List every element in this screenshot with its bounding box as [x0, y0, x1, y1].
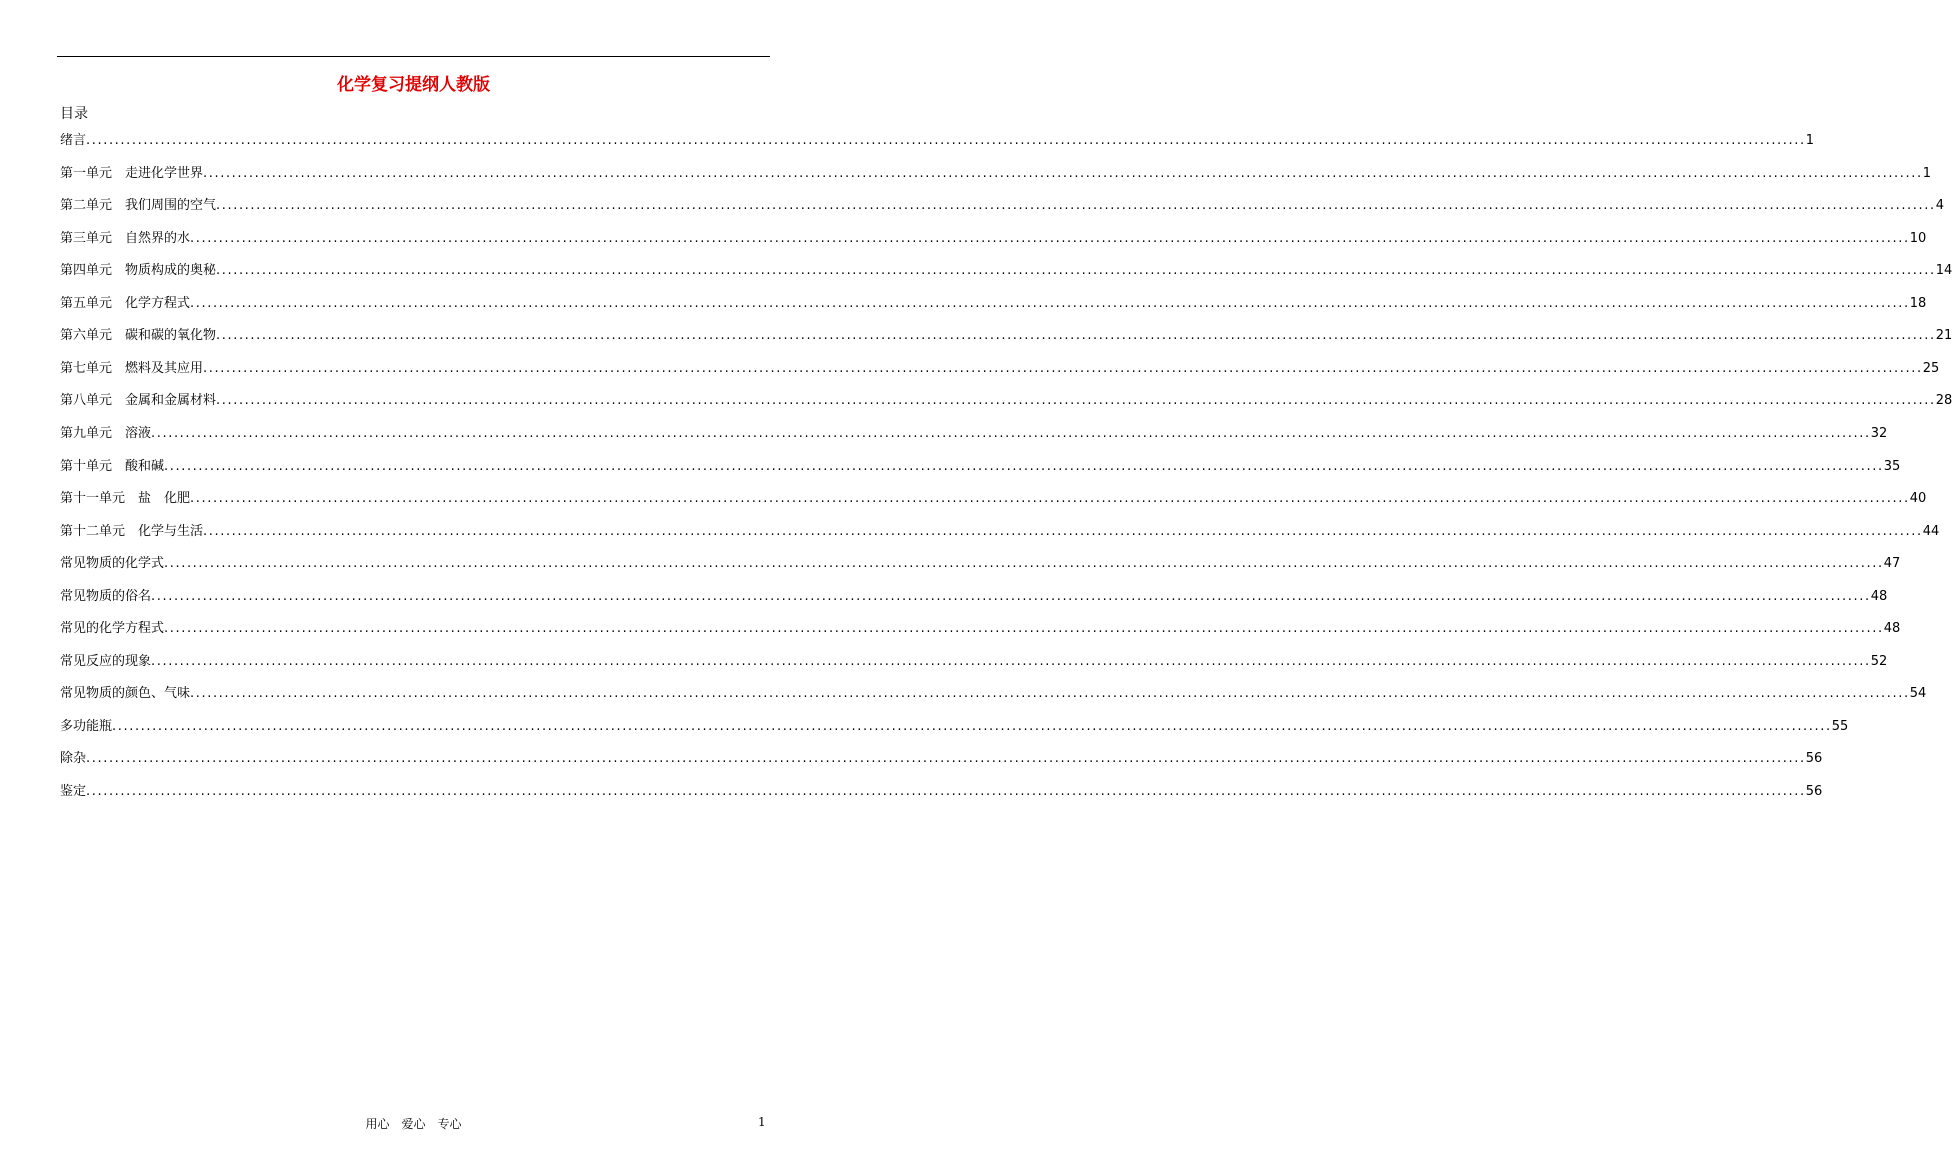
toc-entry-label: 常见物质的颜色、气味: [60, 686, 191, 702]
toc-entry[interactable]: [60, 229, 1927, 249]
toc-entry-page: 35: [1883, 458, 1901, 474]
toc-entry[interactable]: [60, 684, 1927, 704]
toc-leader-dots: ............................................................................................................................................................................................................................................................................................................: [86, 133, 1806, 148]
toc-entry-label: 鉴定: [60, 784, 87, 799]
header-rule: [57, 56, 770, 57]
toc-entry-label: 多功能瓶: [60, 718, 113, 734]
toc-entry-label: 绪言: [60, 133, 87, 148]
toc-entry[interactable]: [60, 164, 1931, 184]
toc-entry[interactable]: [60, 359, 1940, 379]
toc-entry-page: 28: [1935, 393, 1952, 409]
toc-entry-label: 第七单元 燃料及其应用: [60, 360, 204, 376]
toc-entry-label: 第二单元 我们周围的空气: [60, 198, 217, 214]
toc-entry[interactable]: [60, 522, 1940, 542]
toc-entry-page: 21: [1935, 328, 1952, 344]
toc-entry-label: 第三单元 自然界的水: [60, 230, 191, 246]
toc-entry-page: 1: [1922, 165, 1931, 181]
toc-leader-dots: ............................................................................................................................................................................................................................................................................................................: [86, 784, 1806, 799]
toc-leader-dots: ............................................................................................................................................................................................................................................................................................................: [216, 393, 1936, 409]
toc-entry[interactable]: [60, 587, 1888, 607]
toc-entry-page: 10: [1909, 230, 1927, 246]
toc-entry[interactable]: [60, 749, 1823, 769]
toc-entry-label: 第十单元 酸和碱: [60, 458, 165, 474]
toc-entry-label: 第六单元 碳和碳的氧化物: [60, 328, 217, 344]
toc-entry[interactable]: [60, 782, 1823, 802]
toc-leader-dots: ............................................................................................................................................................................................................................................................................................................: [164, 458, 1884, 474]
toc-leader-dots: ............................................................................................................................................................................................................................................................................................................: [190, 491, 1910, 507]
toc-entry[interactable]: [60, 261, 1952, 281]
toc-leader-dots: ............................................................................................................................................................................................................................................................................................................: [203, 523, 1923, 539]
toc-entry-page: 48: [1870, 588, 1888, 604]
toc-entry-page: 40: [1909, 491, 1927, 507]
toc-entry[interactable]: [60, 619, 1901, 639]
toc-entry-label: 第十二单元 化学与生活: [60, 523, 204, 539]
toc-leader-dots: ............................................................................................................................................................................................................................................................................................................: [203, 165, 1923, 181]
toc-leader-dots: ............................................................................................................................................................................................................................................................................................................: [190, 230, 1910, 246]
toc-entry-page: 52: [1870, 653, 1888, 669]
toc-heading: 目录: [60, 106, 88, 122]
toc-entry-label: 第十一单元 盐 化肥: [60, 491, 191, 507]
toc-entry-label: 第五单元 化学方程式: [60, 295, 191, 311]
toc-entry-page: 56: [1805, 784, 1823, 799]
footer-text: 用心 爱心 专心: [365, 1117, 462, 1131]
toc-entry-label: 常见物质的化学式: [60, 556, 165, 572]
toc-entry-page: 32: [1870, 425, 1888, 441]
toc-entry[interactable]: [60, 326, 1952, 346]
toc-leader-dots: ............................................................................................................................................................................................................................................................................................................: [216, 328, 1936, 344]
toc-entry-label: 第八单元 金属和金属材料: [60, 393, 217, 409]
toc-leader-dots: ............................................................................................................................................................................................................................................................................................................: [164, 556, 1884, 572]
toc-entry-page: 47: [1883, 556, 1901, 572]
toc-leader-dots: ............................................................................................................................................................................................................................................................................................................: [216, 263, 1936, 279]
toc-leader-dots: ............................................................................................................................................................................................................................................................................................................: [203, 360, 1923, 376]
toc-entry-page: 4: [1935, 198, 1944, 214]
toc-leader-dots: ............................................................................................................................................................................................................................................................................................................: [151, 588, 1871, 604]
toc-leader-dots: ............................................................................................................................................................................................................................................................................................................: [190, 686, 1910, 702]
toc-entry-label: 第一单元 走进化学世界: [60, 165, 204, 181]
toc-entry-page: 25: [1922, 360, 1940, 376]
toc-entry[interactable]: [60, 717, 1849, 737]
toc-entry-label: 第九单元 溶液: [60, 425, 152, 441]
toc-leader-dots: ............................................................................................................................................................................................................................................................................................................: [164, 621, 1884, 637]
toc-entry[interactable]: [60, 294, 1927, 314]
toc-entry-page: 44: [1922, 523, 1940, 539]
toc-leader-dots: ............................................................................................................................................................................................................................................................................................................: [216, 198, 1936, 214]
toc-entry-page: 55: [1831, 718, 1849, 734]
toc-entry-page: 54: [1909, 686, 1927, 702]
toc-entry-label: 常见物质的俗名: [60, 588, 152, 604]
document-title: 化学复习提纲人教版: [337, 75, 490, 95]
toc-entry-page: 1: [1805, 133, 1814, 148]
toc-entry-label: 第四单元 物质构成的奥秘: [60, 263, 217, 279]
toc-entry-page: 56: [1805, 751, 1823, 767]
toc-entry[interactable]: [60, 457, 1901, 477]
toc-leader-dots: ............................................................................................................................................................................................................................................................................................................: [190, 295, 1910, 311]
toc-leader-dots: ............................................................................................................................................................................................................................................................................................................: [151, 425, 1871, 441]
toc-leader-dots: ............................................................................................................................................................................................................................................................................................................: [151, 653, 1871, 669]
toc-entry[interactable]: [60, 196, 1944, 216]
toc-entry[interactable]: [60, 489, 1927, 509]
toc-entry-page: 18: [1909, 295, 1927, 311]
toc-leader-dots: ............................................................................................................................................................................................................................................................................................................: [86, 751, 1806, 767]
toc-leader-dots: ............................................................................................................................................................................................................................................................................................................: [112, 718, 1832, 734]
toc-entry[interactable]: [60, 424, 1888, 444]
toc-entry[interactable]: [60, 391, 1952, 411]
toc-entry-label: 常见反应的现象: [60, 653, 152, 669]
footer-page-number: 1: [758, 1115, 766, 1129]
toc-entry[interactable]: [60, 554, 1901, 574]
toc-entry-label: 常见的化学方程式: [60, 621, 165, 637]
toc-entry-page: 48: [1883, 621, 1901, 637]
toc-entry-page: 14: [1935, 263, 1952, 279]
toc-entry[interactable]: [60, 131, 1814, 151]
toc-entry[interactable]: [60, 652, 1888, 672]
toc-entry-label: 除杂: [60, 751, 87, 767]
